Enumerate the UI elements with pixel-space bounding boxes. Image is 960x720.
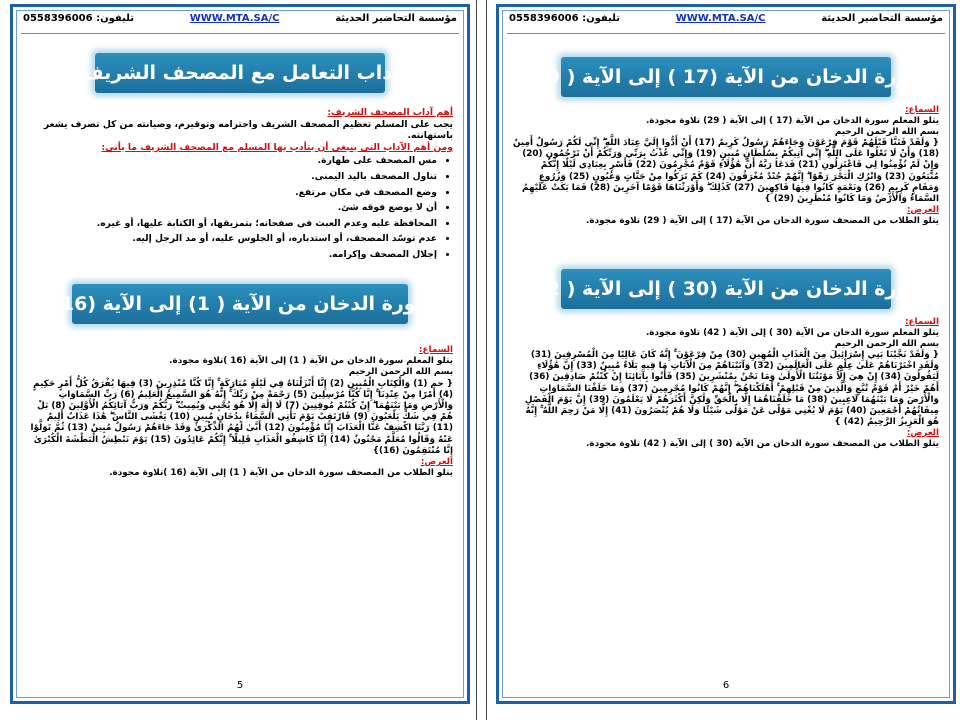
header-phone: تليفون: 0558396006 xyxy=(23,13,134,24)
list-item: • مس المصحف على طهارة. xyxy=(25,155,437,167)
spread-divider-right xyxy=(486,0,487,720)
left-page-header xyxy=(23,13,457,31)
display-text: يتلو الطلاب من المصحف سورة الدخان من الآية ( 1) إلى الآية (16 )تلاوة مجودة. xyxy=(109,468,453,479)
basmala: بسم الله الرحمن الرحيم xyxy=(834,339,939,350)
adab-intro: يجب على المسلم تعظيم المصحف الشريف واحترامه وتوقيرم، وصيانته من كل تصرف يشعر باستهانته. xyxy=(43,118,453,142)
display-heading: العرض: xyxy=(906,427,939,438)
list-item: • عدم توسّد المصحف، أو استدباره، أو الجلوس عليه، أو مد الرجل إليه. xyxy=(25,233,437,245)
right-page-header xyxy=(509,13,943,31)
header-website[interactable]: WWW.MTA.SA/C xyxy=(675,13,766,24)
header-org: مؤسسة التحاضير الحديثة xyxy=(335,13,457,24)
header-org: مؤسسة التحاضير الحديثة xyxy=(821,13,943,24)
title-surah-1-16-banner: سورة الدخان من الآية ( 1) إلى الآية (16 ) xyxy=(72,284,408,324)
listen-text: يتلو المعلم سورة الدخان من الآية ( 1) إلى الآية (16 )تلاوة مجودة. xyxy=(169,356,453,367)
title-surah-17-29-banner: سورة الدخان من الآية (17 ) إلى الآية ( 29) xyxy=(561,57,891,97)
header-phone: تليفون: 0558396006 xyxy=(509,13,620,24)
adab-heading: أهم آداب المصحف الشريف: xyxy=(327,107,453,118)
list-item: • أن لا يوضع فوقه شئ. xyxy=(25,202,437,214)
display-text: يتلو الطلاب من المصحف سورة الدخان من الآية (30 ) إلى الآية ( 42) تلاوة مجودة. xyxy=(586,439,939,450)
surah-30-42-section xyxy=(511,317,939,450)
left-page xyxy=(10,4,470,704)
adab-sub: ومن أهم الآداب التي ينبغي أن يتأدب بها المسلم مع المصحف الشريف ما يأتي: xyxy=(101,141,453,153)
surah-1-16-section xyxy=(25,345,453,479)
list-item: • وضع المصحف في مكان مرتفع. xyxy=(25,187,437,199)
page-number: 5 xyxy=(236,680,244,691)
basmala: بسم الله الرحمن الرحيم xyxy=(834,127,939,138)
list-item: • تناول المصحف باليد اليمنى. xyxy=(25,171,437,183)
listen-heading: السماع: xyxy=(905,105,939,115)
header-divider xyxy=(507,33,945,34)
title-adab-banner: آداب التعامل مع المصحف الشريف xyxy=(95,53,385,93)
listen-heading: السماع: xyxy=(905,317,939,327)
verses-text: { وَلَقَدْ فَتَنَّا قَبْلَهُمْ قَوْمَ فِرْعَوْنَ وَجَاءَهُمْ رَسُولٌ كَرِيمٌ (17) أَنْ أَدُّوا إِلَيَّ عِبَادَ اللَّهِ ۖ إِنِّي لَكُمْ رَسُولٌ أَمِينٌ (18) وَأَنْ لَا تَعْلُوا عَلَى اللَّهِ ۖ إِنِّي آتِيكُمْ بِسُلْطَانٍ مُبِينٍ (19) وَإِنِّي عُذْتُ بِرَبِّي وَرَبِّكُمْ أَنْ تَرْجُمُونِ (20) وَإِنْ لَمْ تُؤْمِنُوا لِي فَاعْتَزِلُونِ (21) فَدَعَا رَبَّهُ أَنَّ هَٰؤُلَاءِ قَوْمٌ مُجْرِمُونَ (22) فَأَسْرِ بِعِبَادِي لَيْلًا إِنَّكُمْ مُتَّبَعُونَ (23) وَاتْرُكِ الْبَحْرَ رَهْوًا ۖ إِنَّهُمْ جُنْدٌ مُغْرَقُونَ (24) كَمْ تَرَكُوا مِنْ جَنَّاتٍ وَعُيُونٍ (25) وَزُرُوعٍ وَمَقَامٍ كَرِيمٍ (26) وَنَعْمَةٍ كَانُوا فِيهَا فَاكِهِينَ (27) كَذَٰلِكَ ۖ وَأَوْرَثْنَاهَا قَوْمًا آخَرِينَ (28) فَمَا بَكَتْ عَلَيْهِمُ السَّمَاءُ وَالْأَرْضُ وَمَا كَانُوا مُنْظَرِينَ (29) } xyxy=(513,138,939,204)
title-surah-30-42-banner: سورة الدخان من الآية (30 ) إلى الآية ( 42) xyxy=(561,269,891,309)
adab-list xyxy=(25,155,453,260)
display-heading: العرض: xyxy=(420,457,453,468)
listen-heading: السماع: xyxy=(419,345,453,355)
basmala: بسم الله الرحمن الرحيم xyxy=(348,367,453,378)
right-page xyxy=(496,4,956,704)
header-divider xyxy=(21,33,459,34)
verses-text: { حم (1) وَالْكِتَابِ الْمُبِينِ (2) إِنَّا أَنْزَلْنَاهُ فِي لَيْلَةٍ مُبَارَكَةٍ ۚ إِنَّا كُنَّا مُنْذِرِينَ (3) فِيهَا يُفْرَقُ كُلُّ أَمْرٍ حَكِيمٍ (4) أَمْرًا مِنْ عِنْدِنَا ۚ إِنَّا كُنَّا مُرْسِلِينَ (5) رَحْمَةً مِنْ رَبِّكَ ۚ إِنَّهُ هُوَ السَّمِيعُ الْعَلِيمُ (6) رَبِّ السَّمَاوَاتِ وَالْأَرْضِ وَمَا بَيْنَهُمَا ۖ إِنْ كُنْتُمْ مُوقِنِينَ (7) لَا إِلَٰهَ إِلَّا هُوَ يُحْيِي وَيُمِيتُ ۖ رَبُّكُمْ وَرَبُّ آبَائِكُمُ الْأَوَّلِينَ (8) بَلْ هُمْ فِي شَكٍّ يَلْعَبُونَ (9) فَارْتَقِبْ يَوْمَ تَأْتِي السَّمَاءُ بِدُخَانٍ مُبِينٍ (10) يَغْشَى النَّاسَ ۖ هَٰذَا عَذَابٌ أَلِيمٌ (11) رَبَّنَا اكْشِفْ عَنَّا الْعَذَابَ إِنَّا مُؤْمِنُونَ (12) أَنَّىٰ لَهُمُ الذِّكْرَىٰ وَقَدْ جَاءَهُمْ رَسُولٌ مُبِينٌ (13) ثُمَّ تَوَلَّوْا عَنْهُ وَقَالُوا مُعَلَّمٌ مَجْنُونٌ (14) إِنَّا كَاشِفُو الْعَذَابِ قَلِيلًا ۚ إِنَّكُمْ عَائِدُونَ (15) يَوْمَ نَبْطِشُ الْبَطْشَةَ الْكُبْرَىٰ إِنَّا مُنْتَقِمُونَ (16)} xyxy=(30,378,453,456)
listen-text: يتلو المعلم سورة الدخان من الآية (17 ) إلى الآية ( 29) تلاوة مجودة. xyxy=(645,116,939,127)
listen-text: يتلو المعلم سورة الدخان من الآية (30 ) إلى الآية ( 42) تلاوة مجودة. xyxy=(645,328,939,339)
verses-text: { وَلَقَدْ نَجَّيْنَا بَنِي إِسْرَائِيلَ مِنَ الْعَذَابِ الْمُهِينِ (30) مِنْ فِرْعَوْنَ ۚ إِنَّهُ كَانَ عَالِيًا مِنَ الْمُسْرِفِينَ (31) وَلَقَدِ اخْتَرْنَاهُمْ عَلَىٰ عِلْمٍ عَلَى الْعَالَمِينَ (32) وَآتَيْنَاهُمْ مِنَ الْآيَاتِ مَا فِيهِ بَلَاءٌ مُبِينٌ (33) إِنَّ هَٰؤُلَاءِ لَيَقُولُونَ (34) إِنْ هِيَ إِلَّا مَوْتَتُنَا الْأُولَىٰ وَمَا نَحْنُ بِمُنْشَرِينَ (35) فَأْتُوا بِآبَائِنَا إِنْ كُنْتُمْ صَادِقِينَ (36) أَهُمْ خَيْرٌ أَمْ قَوْمُ تُبَّعٍ وَالَّذِينَ مِنْ قَبْلِهِمْ ۚ أَهْلَكْنَاهُمْ ۖ إِنَّهُمْ كَانُوا مُجْرِمِينَ (37) وَمَا خَلَقْنَا السَّمَاوَاتِ وَالْأَرْضَ وَمَا بَيْنَهُمَا لَاعِبِينَ (38) مَا خَلَقْنَاهُمَا إِلَّا بِالْحَقِّ وَلَٰكِنَّ أَكْثَرَهُمْ لَا يَعْلَمُونَ (39) إِنَّ يَوْمَ الْفَصْلِ مِيقَاتُهُمْ أَجْمَعِينَ (40) يَوْمَ لَا يُغْنِي مَوْلًى عَنْ مَوْلًى شَيْئًا وَلَا هُمْ يُنْصَرُونَ (41) إِلَّا مَنْ رَحِمَ اللَّهُ ۚ إِنَّهُ هُوَ الْعَزِيزُ الرَّحِيمُ (42) } xyxy=(524,350,939,427)
adab-section xyxy=(25,107,453,265)
surah-17-29-section xyxy=(511,105,939,227)
header-website[interactable]: WWW.MTA.SA/C xyxy=(189,13,280,24)
display-text: يتلو الطلاب من المصحف سورة الدخان من الآية (17 ) إلى الآية ( 29) تلاوة مجودة. xyxy=(586,215,939,226)
list-item: • إجلال المصحف وإكرامه. xyxy=(25,249,437,261)
list-item: • المحافظة عليه وعدم العبث في صفحاته؛ بتمزيقها، أو الكتابة عليها، أو غيره. xyxy=(25,218,437,230)
display-heading: العرض: xyxy=(906,204,939,215)
spread-divider-left xyxy=(476,0,477,720)
page-number: 6 xyxy=(722,680,730,691)
